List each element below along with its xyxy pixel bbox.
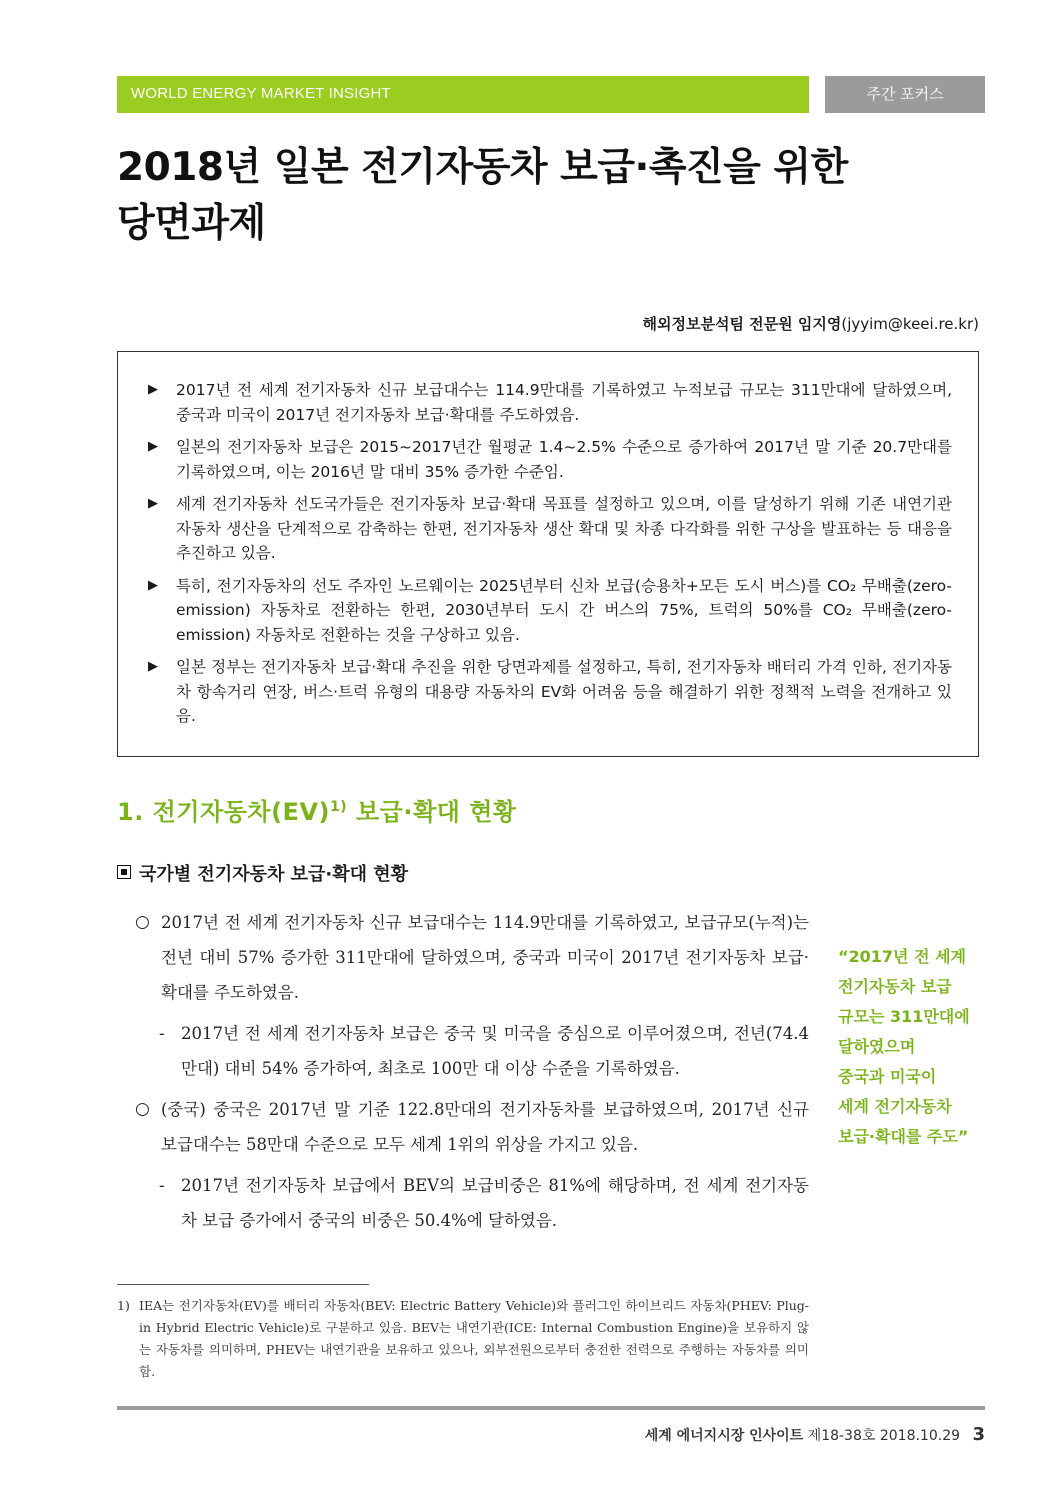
circle-bullet-icon: ○: [135, 912, 150, 932]
page-number: 3: [972, 1424, 985, 1445]
square-bullet-icon: [117, 865, 131, 879]
footnote-divider: [117, 1284, 369, 1285]
page-title: [117, 140, 977, 252]
summary-item: ▶ 특히, 전기자동차의 선도 주자인 노르웨이는 2025년부터 신차 보급(승용차+모든 도시 버스)를 CO₂ 무배출(zero-emission) 자동차로 전환하는 한편, 2030년부터 도시 간 버스의 75%, 트럭의 50%를 CO₂ 무배출(zero-emission) 자동차로 전환하는 것을 구상하고 있음.: [144, 574, 952, 648]
summary-box: [117, 351, 979, 757]
footer-divider: [117, 1406, 985, 1410]
body-text: [135, 905, 809, 1244]
subheading: 국가별 전기자동차 보급·확대 현황: [117, 860, 408, 886]
author-name: 해외정보분석팀 전문원 임지영: [642, 315, 842, 333]
author-email: (jyyim@keei.re.kr): [841, 315, 979, 333]
footnote: [117, 1295, 809, 1383]
summary-item: ▶ 일본의 전기자동차 보급은 2015~2017년간 월평균 1.4~2.5% 수준으로 증가하여 2017년 말 기준 20.7만대를 기록하였으며, 이는 2016년 말 대비 35% 증가한 수준임.: [144, 435, 952, 484]
triangle-bullet-icon: ▶: [148, 659, 158, 674]
body-subparagraph: - 2017년 전기자동차 보급에서 BEV의 보급비중은 81%에 해당하며, 전 세계 전기자동차 보급 증가에서 중국의 비중은 50.4%에 달하였음.: [135, 1168, 809, 1238]
triangle-bullet-icon: ▶: [148, 496, 158, 511]
dash-bullet-icon: -: [159, 1024, 165, 1043]
triangle-bullet-icon: ▶: [148, 577, 158, 593]
footnote-ref: 1): [330, 799, 348, 815]
section-heading: 1. 전기자동차(EV)$^{1)}$ 보급·확대 현황: [117, 798, 517, 826]
page-footer: [645, 1424, 985, 1445]
dash-bullet-icon: -: [159, 1176, 165, 1195]
footnote-text: IEA는 전기자동차(EV)를 배터리 자동차(BEV: Electric Battery Vehicle)와 플러그인 하이브리드 자동차(PHEV: Plug-in Hybrid Electric Vehicle)로 구분하고 있음. BEV는 내연기관(ICE: Internal Combustion Engine)을 보유하지 않는 자동차를 의미하며, PHEV는 내연기관을 보유하고 있으나, 외부전원으로부터 충전한 전력으로 주행하는 자동차를 의미함.: [139, 1298, 809, 1379]
page-title-line1: 2018년 일본 전기자동차 보급·촉진을 위한: [117, 145, 848, 190]
author-line: [643, 313, 979, 334]
footer-publication: 세계 에너지시장 인사이트: [644, 1428, 804, 1444]
body-subparagraph: - 2017년 전 세계 전기자동차 보급은 중국 및 미국을 중심으로 이루어졌으며, 전년(74.4만대) 대비 54% 증가하여, 최초로 100만 대 이상 수준을 기록하였음.: [135, 1016, 809, 1086]
body-paragraph: ○ (중국) 중국은 2017년 말 기준 122.8만대의 전기자동차를 보급하였으며, 2017년 신규 보급대수는 58만대 수준으로 모두 세계 1위의 위상을 가지고 있음.: [135, 1092, 809, 1162]
triangle-bullet-icon: ▶: [148, 382, 158, 397]
page-title-line2: 당면과제: [117, 201, 266, 246]
header-section-label: 주간 포커스: [825, 76, 985, 113]
summary-item: ▶ 2017년 전 세계 전기자동차 신규 보급대수는 114.9만대를 기록하였고 누적보급 규모는 311만대에 달하였으며, 중국과 미국이 2017년 전기자동차 보급·확대를 주도하였음.: [144, 378, 952, 427]
footnote-number: 1): [117, 1298, 130, 1313]
footer-issue: 제18-38호 2018.10.29: [807, 1428, 961, 1444]
circle-bullet-icon: ○: [135, 1099, 150, 1119]
body-paragraph: ○ 2017년 전 세계 전기자동차 신규 보급대수는 114.9만대를 기록하였고, 보급규모(누적)는 전년 대비 57% 증가한 311만대에 달하였으며, 중국과 미국이 2017년 전기자동차 보급·확대를 주도하였음.: [135, 905, 809, 1010]
header-series-bar: [117, 76, 809, 113]
summary-item: ▶ 세계 전기자동차 선도국가들은 전기자동차 보급·확대 목표를 설정하고 있으며, 이를 달성하기 위해 기존 내연기관 자동차 생산을 단계적으로 감축하는 한편, 전기자동차 생산 확대 및 차종 다각화를 위한 구상을 발표하는 등 대응을 추진하고 있음.: [144, 492, 952, 566]
summary-item: ▶ 일본 정부는 전기자동차 보급·확대 추진을 위한 당면과제를 설정하고, 특히, 전기자동차 배터리 가격 인하, 전기자동차 항속거리 연장, 버스·트럭 유형의 대용량 자동차의 EV화 어려움 등을 해결하기 위한 정책적 노력을 전개하고 있음.: [144, 655, 952, 729]
summary-list: [144, 378, 952, 729]
header-series-label: WORLD ENERGY MARKET INSIGHT: [131, 85, 391, 102]
triangle-bullet-icon: ▶: [148, 439, 158, 454]
pull-quote: “2017년 전 세계 전기자동차 보급 규모는 311만대에 달하였으며 중국과 미국이 세계 전기자동차 보급·확대를 주도”: [838, 947, 970, 1146]
